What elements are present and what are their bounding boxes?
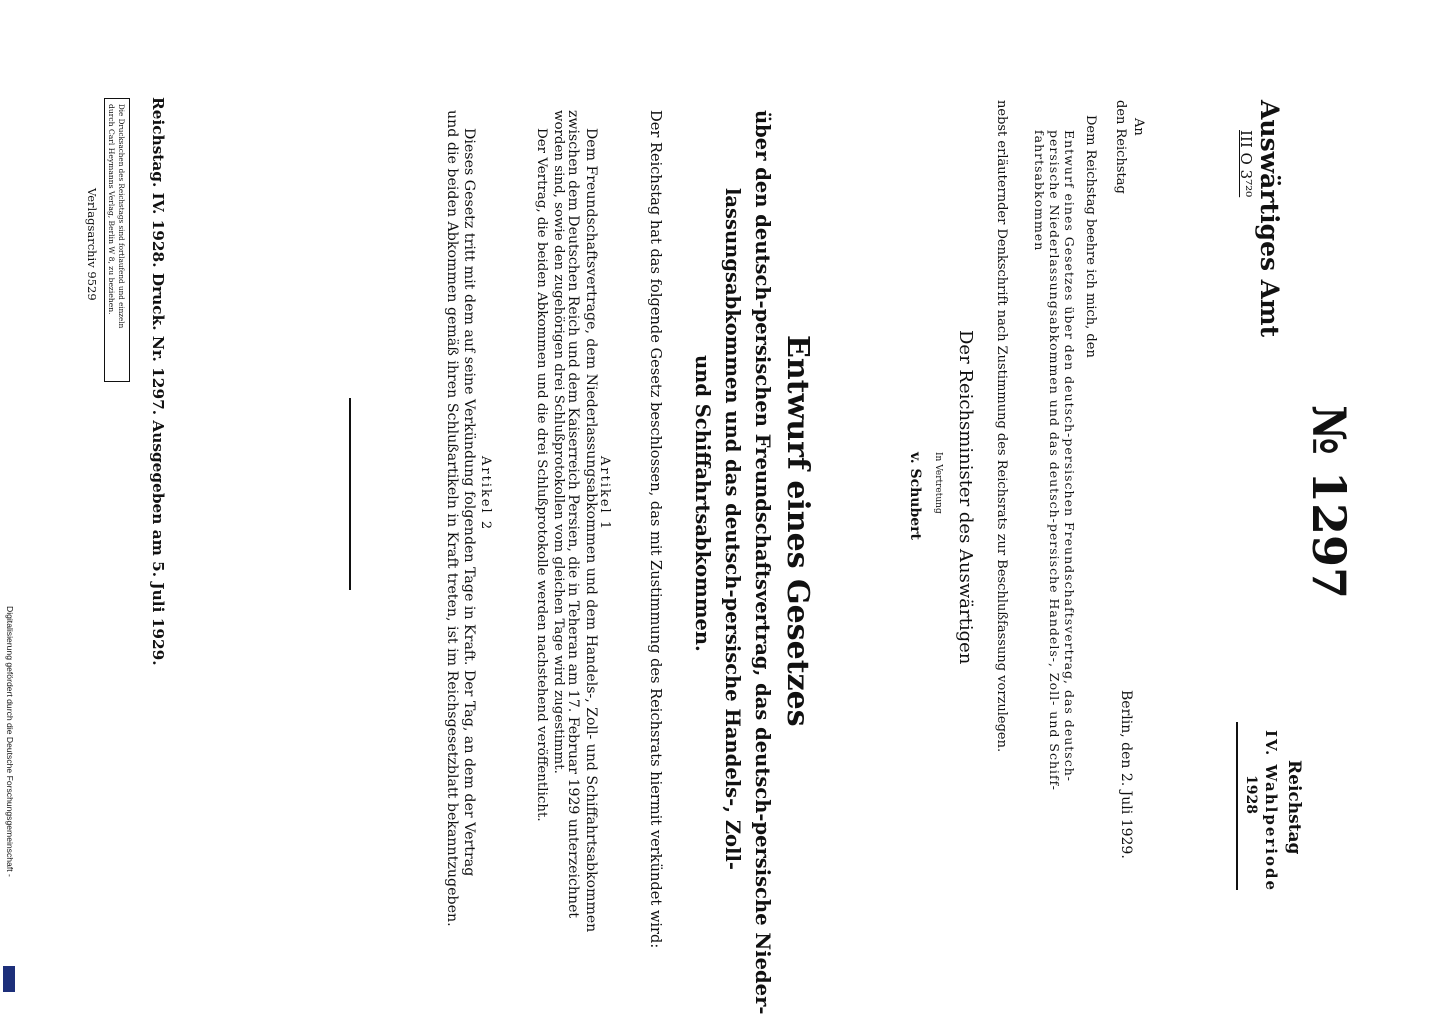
office-reference: III O 3⁷²⁰	[1237, 130, 1255, 198]
article-1-line-2: zwischen dem Deutschen Reich und dem Kaiserreich Persien, die in Teheran am 17. Februar 1929 unterzeichnet	[565, 110, 581, 919]
digitization-credit: Digitalisierung gefördert durch die Deutsche Forschungsgemeinschaft -	[5, 606, 15, 877]
letter-intro: Dem Reichstag beehre ich mich, den	[1083, 115, 1098, 358]
article-1-line-4: Der Vertrag, die beiden Abkommen und die drei Schlußprotokolle werden nachstehend veröffentlicht.	[534, 128, 549, 822]
reichstag-label: Reichstag	[1284, 760, 1304, 855]
article-2-line-1: Dieses Gesetz tritt mit dem auf seine Verkündung folgenden Tage in Kraft. Der Tag, an dem der Vertrag	[461, 128, 477, 877]
letter-bill-line-2: persische Niederlassungsabkommen und das deutsch-persische Handels-, Zoll- und Schiff-	[1047, 130, 1062, 792]
article-1-heading: Artikel 1	[597, 456, 612, 532]
salutation-an: An	[1131, 118, 1146, 136]
law-preamble: Der Reichstag hat das folgende Gesetz beschlossen, das mit Zustimmung des Reichsrats hiermit verkündet wird:	[647, 110, 664, 949]
article-2-line-2: und die beiden Abkommen gemäß ihren Schlußartikeln in Kraft treten, ist im Reichsgesetzblatt bekanntzugeben.	[444, 110, 460, 927]
bill-subtitle-line-1: über den deutsch-persischen Freundschaftsvertrag, das deutsch-persische Nieder-	[751, 110, 774, 1014]
period-underline	[1236, 722, 1238, 890]
letter-bill-line-3: fahrtsabkommen	[1032, 130, 1047, 252]
office-name: Auswärtiges Amt	[1255, 100, 1284, 338]
bill-title: Entwurf eines Gesetzes	[780, 335, 815, 727]
dfg-logo-icon	[3, 966, 15, 992]
footer-notice-line-1: Die Drucksachen des Reichstags sind fortlaufend und einzeln	[117, 104, 126, 329]
signature-name: v. Schubert	[907, 452, 923, 541]
footer-archive: Verlagsarchiv 9529	[85, 188, 99, 301]
footer-notice-line-2: durch Carl Heymanns Verlag, Berlin W 8, zu beziehen.	[107, 104, 116, 315]
bill-subtitle-line-2: lassungsabkommen und das deutsch-persische Handels-, Zoll-	[721, 188, 744, 870]
footer-citation: Reichstag. IV. 1928. Druck. Nr. 1297. Ausgegeben am 5. Juli 1929.	[149, 97, 167, 666]
letter-closing: nebst erläuternder Denkschrift nach Zustimmung des Reichsrats zur Beschlußfassung vorzulegen.	[994, 100, 1009, 753]
signature-in-vertretung: In Vertretung	[933, 452, 943, 514]
separator-line	[349, 398, 351, 590]
place-date: Berlin, den 2. Juli 1929.	[1118, 690, 1134, 859]
wahlperiode: IV. Wahlperiode	[1262, 730, 1280, 893]
bill-subtitle-line-3: und Schiffahrtsabkommen.	[691, 355, 714, 652]
document-number: № 1297	[1302, 405, 1356, 600]
letter-bill-line-1: Entwurf eines Gesetzes über den deutsch-persischen Freundschaftsvertrag, das deutsch-	[1062, 130, 1077, 782]
period-year: 1928	[1243, 775, 1259, 814]
salutation-reichstag: den Reichstag	[1113, 100, 1128, 194]
article-2-heading: Artikel 2	[478, 456, 493, 532]
signature-title: Der Reichsminister des Auswärtigen	[955, 330, 976, 665]
article-1-line-3: worden sind, sowie den zugehörigen drei Schlußprotokollen vom gleichen Tage wird zugestimmt.	[551, 110, 566, 774]
article-1-line-1: Dem Freundschaftsvertrage, dem Niederlassungsabkommen und dem Handels-, Zoll- und Schiffahrtsabkommen	[583, 128, 599, 933]
